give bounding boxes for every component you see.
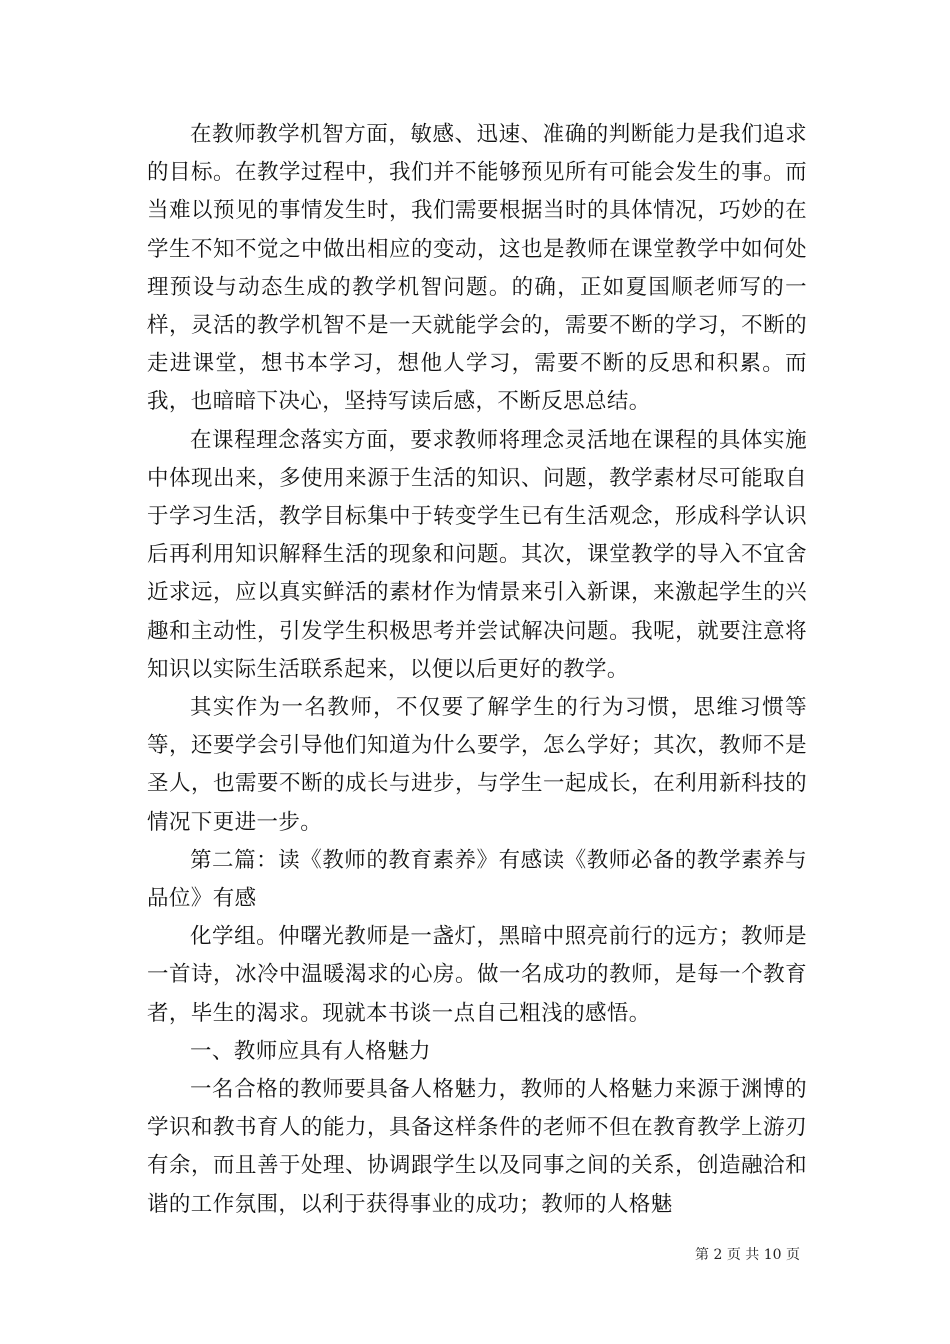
paragraph-teaching-wit: 在教师教学机智方面，敏感、迅速、准确的判断能力是我们追求的目标。在教学过程中，我们并不能够预见所有可能会发生的事。而当难以预见的事情发生时，我们需要根据当时的具体情况，巧妙的在学生不知不觉之中做出相应的变动，这也是教师在课堂教学中如何处理预设与动态生成的教学机智问题。的确，正如夏国顺老师写的一样，灵活的教学机智不是一天就能学会的，需要不断的学习，不断的走进课堂，想书本学习，想他人学习，需要不断的反思和积累。而我，也暗暗下决心，坚持写读后感，不断反思总结。: [147, 122, 807, 415]
page-number-footer: 第 2 页 共 10 页: [695, 1247, 800, 1263]
paragraph-curriculum-concept: 在课程理念落实方面，要求教师将理念灵活地在课程的具体实施中体现出来，多使用来源于生活的知识、问题，教学素材尽可能取自于学习生活，教学目标集中于转变学生已有生活观念，形成科学认识后再利用知识解释生活的现象和问题。其次，课堂教学的导入不宜舍近求远，应以真实鲜活的素材作为情景来引入新课，来激起学生的兴趣和主动性，引发学生积极思考并尝试解决问题。我呢，就要注意将知识以实际生活联系起来，以便以后更好的教学。: [147, 427, 807, 682]
paragraph-teacher-growth: 其实作为一名教师，不仅要了解学生的行为习惯，思维习惯等等，还要学会引导他们知道为什么要学，怎么学好；其次，教师不是圣人，也需要不断的成长与进步，与学生一起成长，在利用新科技的情况下更进一步。: [147, 695, 807, 835]
document-body: [147, 116, 807, 1224]
paragraph-qualified-teacher: 一名合格的教师要具备人格魅力，教师的人格魅力来源于渊博的学识和教书育人的能力，具备这样条件的老师不但在教育教学上游刃有余，而且善于处理、协调跟学生以及同事之间的关系，创造融洽和谐的工作氛围，以利于获得事业的成功；教师的人格魅: [147, 1077, 807, 1217]
paragraph-chemistry-group: 化学组。仲曙光教师是一盏灯，黑暗中照亮前行的远方；教师是一首诗，冰冷中温暖渴求的心房。做一名成功的教师，是每一个教育者，毕生的渴求。现就本书谈一点自己粗浅的感悟。: [147, 924, 807, 1026]
subheading-personality-charm: 一、教师应具有人格魅力: [190, 1038, 431, 1064]
section-title-second-article: 第二篇：读《教师的教育素养》有感读《教师必备的教学素养与品位》有感: [147, 847, 807, 912]
